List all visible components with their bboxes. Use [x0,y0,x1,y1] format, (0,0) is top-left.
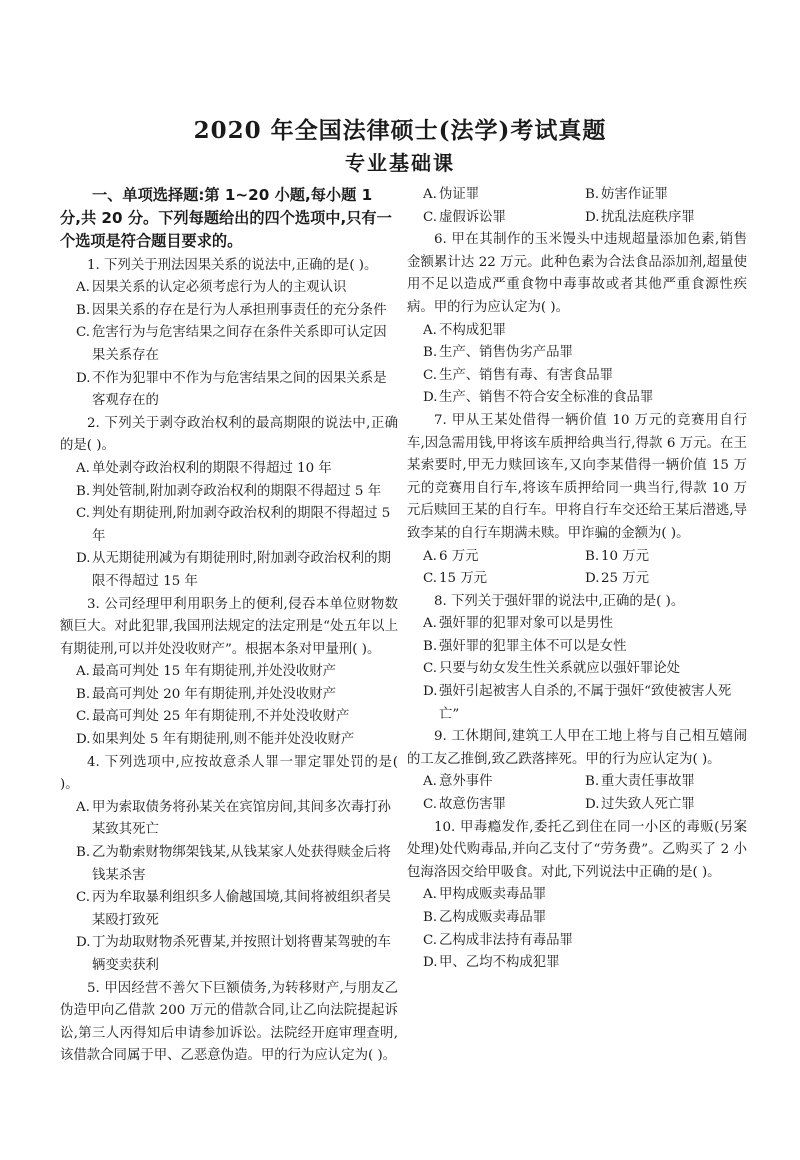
option-letter: D. [423,684,438,700]
option-a [407,613,747,636]
option-text: 只要与幼女发生性关系就应以强奸罪论处 [439,661,681,677]
option-text: 强奸罪的犯罪主体不可以是女性 [439,638,627,654]
option-text: 甲、乙均不构成犯罪 [439,955,560,971]
option-text: 25 万元 [601,571,650,587]
option-a [423,771,585,794]
option-letter: D. [76,370,91,386]
option-letter: D. [423,390,438,406]
question-5-options [407,184,747,229]
option-text: 不构成犯罪 [439,322,506,338]
option-text: 不作为犯罪中不作为与危害结果之间的因果关系是客观存在的 [92,370,387,409]
left-column [60,184,398,1068]
option-d [585,207,747,230]
option-c [60,322,398,367]
option-letter: A. [423,774,437,790]
option-text: 丁为劫取财物杀死曹某,并按照计划将曹某驾驶的车辆变卖获利 [92,935,391,974]
option-d [407,387,747,410]
option-text: 如果判处 5 年有期徒刑,则不能并处没收财产 [92,732,355,748]
option-d [407,952,747,975]
question-6 [407,229,747,410]
option-letter: B. [76,845,91,861]
option-letter: D. [423,955,438,971]
question-stem: 7. 甲从王某处借得一辆价值 10 万元的竞赛用自行车,因急需用钱,甲将该车质押给典当行,得款 6 万元。在王某索要时,甲无力赎回该车,又向李某借得一辆价值 15 万元的竞赛用自行车,将该车质押给同一典当行,得款 10 万元后赎回王某的自行车。甲将自行车交还给王某后潜逃,导致李某的自行车期满未赎。甲诈骗的金额为( )。 [407,412,747,541]
question-stem: 10. 甲毒瘾发作,委托乙到住在同一小区的毒贩(另案处理)处代购毒品,并向乙支付了“劳务费”。乙购买了 2 小包海洛因交给甲吸食。对此,下列说法中正确的是( )。 [407,819,747,880]
option-letter: D. [585,797,600,813]
option-row [407,794,747,817]
question-stem: 8. 下列关于强奸罪的说法中,正确的是( )。 [434,593,685,609]
option-letter: B. [585,774,600,790]
option-letter: C. [76,506,91,522]
option-b [585,546,747,569]
option-text: 乙构成贩卖毒品罪 [439,910,547,925]
option-letter: C. [423,932,438,948]
option-text: 6 万元 [439,548,479,564]
section-heading [60,184,398,254]
option-c [407,658,747,681]
option-text: 重大责任事故罪 [601,774,695,790]
question-10 [407,817,747,975]
question-stem: 9. 工休期间,建筑工人甲在工地上将与自己相互嬉闹的工友乙推倒,致乙跌落摔死。甲的行为应认定为( )。 [407,729,747,767]
option-c [423,794,585,817]
option-b [585,184,747,207]
option-d [585,794,747,817]
option-text: 判处管制,附加剥夺政治权利的期限不得超过 5 年 [92,483,382,499]
option-letter: C. [423,797,438,813]
option-a [407,884,747,907]
option-b [407,342,747,365]
option-letter: C. [423,209,438,225]
option-letter: B. [76,483,91,499]
option-d [407,681,747,726]
question-stem: 2. 下列关于剥夺政治权利的最高期限的说法中,正确的是( )。 [60,415,398,454]
option-text: 生产、销售伪劣产品罪 [439,345,573,361]
question-1 [60,255,398,413]
option-text: 生产、销售有毒、有害食品罪 [439,367,614,383]
option-letter: B. [423,638,438,654]
option-a [60,661,398,684]
option-letter: A. [76,664,90,680]
page-title: 2020 年全国法律硕士(法学)考试真题 [193,117,607,144]
option-letter: B. [76,302,91,318]
option-text: 因果关系的认定必须考虑行为人的主观认识 [92,280,347,296]
option-c [423,207,585,230]
option-c [407,365,747,388]
option-text: 15 万元 [439,571,488,587]
question-stem: 6. 甲在其制作的玉米馒头中违规超量添加色素,销售金额累计达 22 万元。此种色素为合法食品添加剂,超量使用不足以造成严重食物中毒事故或者其他严重食源性疾病。甲的行为应认定为( )。 [407,232,747,315]
option-letter: C. [423,367,438,383]
question-stem: 5. 甲因经营不善欠下巨额债务,为转移财产,与朋友乙伪造甲向乙借款 200 万元的借款合同,让乙向法院提起诉讼,第三人丙得知后申请参加诉讼。法院经开庭审理查明,该借款合同属于甲、乙恶意伪造。甲的行为应认定为( )。 [60,980,398,1064]
option-row [407,546,747,569]
option-a [60,458,398,481]
option-text: 生产、销售不符合安全标准的食品罪 [439,390,654,406]
option-text: 意外事件 [439,774,493,790]
right-column [407,184,747,975]
option-b [60,842,398,887]
option-letter: B. [76,686,91,702]
option-letter: A. [76,799,90,815]
option-letter: A. [423,187,437,202]
option-text: 10 万元 [601,548,650,564]
question-stem: 3. 公司经理甲利用职务上的便利,侵吞本单位财物数额巨大。对此犯罪,我国刑法规定的法定刑是“处五年以上有期徒刑,可以并处没收财产”。根据本条对甲量刑( )。 [60,596,398,657]
option-row [407,207,747,230]
option-letter: D. [585,209,600,225]
option-b [407,907,747,930]
option-row [407,568,747,591]
option-letter: D. [76,935,91,951]
option-text: 甲为索取债务将孙某关在宾馆房间,其间多次毒打孙某致其死亡 [92,799,391,838]
option-c [60,503,398,548]
option-letter: C. [76,890,91,906]
option-letter: B. [423,910,438,925]
option-text: 危害行为与危害结果之间存在条件关系即可认定因果关系存在 [92,325,387,363]
option-letter: C. [423,571,438,587]
option-text: 扰乱法庭秩序罪 [601,209,695,225]
option-a [60,277,398,300]
option-text: 从无期徒刑减为有期徒刑时,附加剥夺政治权利的期限不得超过 15 年 [92,551,391,589]
option-row [407,184,747,207]
option-a [60,797,398,842]
option-b [407,636,747,659]
option-text: 故意伤害罪 [439,797,506,813]
option-c [407,930,747,953]
option-text: 强奸引起被害人自杀的,不属于强奸“致使被害人死亡” [439,684,732,722]
option-letter: B. [585,187,600,202]
option-text: 丙为牟取暴利组织多人偷越国境,其间将被组织者吴某殴打致死 [92,890,391,928]
question-2 [60,413,398,594]
option-letter: D. [76,551,91,567]
option-b [60,300,398,323]
question-7 [407,410,747,591]
option-c [60,887,398,932]
option-text: 最高可判处 15 年有期徒刑,并处没收财产 [92,664,337,680]
page-subtitle: 专业基础课 [345,151,455,175]
question-9 [407,726,747,816]
option-text: 判处有期徒刑,附加剥夺政治权利的期限不得超过 5 年 [92,506,391,544]
question-5 [60,978,398,1068]
option-b [60,481,398,504]
option-text: 伪证罪 [439,187,480,202]
option-letter: D. [76,732,91,748]
option-text: 乙为勒索财物绑架钱某,从钱某家人处获得赎金后将钱某杀害 [92,845,391,883]
question-8 [407,591,747,727]
question-4 [60,752,398,978]
option-row [407,771,747,794]
question-stem: 4. 下列选项中,应按故意杀人罪一罪定罪处罚的是( )。 [60,754,398,793]
option-text: 最高可判处 20 年有期徒刑,并处没收财产 [92,686,337,702]
option-a [407,320,747,343]
option-letter: D. [585,571,600,587]
option-d [60,368,398,413]
option-text: 甲构成贩卖毒品罪 [439,887,547,903]
option-text: 妨害作证罪 [601,187,668,202]
option-text: 因果关系的存在是行为人承担刑事责任的充分条件 [92,302,387,318]
option-letter: C. [76,709,91,725]
option-d [60,729,398,752]
option-letter: A. [423,548,437,564]
option-letter: A. [423,887,437,903]
option-c [423,568,585,591]
option-text: 过失致人死亡罪 [601,797,695,813]
option-letter: A. [423,322,437,338]
option-letter: A. [76,280,90,296]
option-letter: C. [423,661,438,677]
option-letter: A. [423,616,437,632]
option-d [60,932,398,977]
option-letter: A. [76,460,90,476]
option-d [60,548,398,593]
option-b [585,771,747,794]
question-stem: 1. 下列关于刑法因果关系的说法中,正确的是( )。 [87,257,378,273]
option-letter: B. [585,548,600,564]
option-text: 单处剥夺政治权利的期限不得超过 10 年 [92,460,332,476]
option-a [423,546,585,569]
option-b [60,684,398,707]
option-c [60,706,398,729]
option-letter: B. [423,345,438,361]
option-text: 乙构成非法持有毒品罪 [439,932,573,948]
option-d [585,568,747,591]
option-text: 虚假诉讼罪 [439,209,506,225]
option-text: 强奸罪的犯罪对象可以是男性 [439,616,614,632]
question-3 [60,594,398,752]
option-a [423,184,585,207]
section-heading-text: 一、单项选择题:第 1~20 小题,每小题 1 分,共 20 分。下列每题给出的四个选项中,只有一个选项是符合题目要求的。 [60,186,392,251]
option-text: 最高可判处 25 年有期徒刑,不并处没收财产 [92,709,350,725]
option-letter: C. [76,325,91,341]
